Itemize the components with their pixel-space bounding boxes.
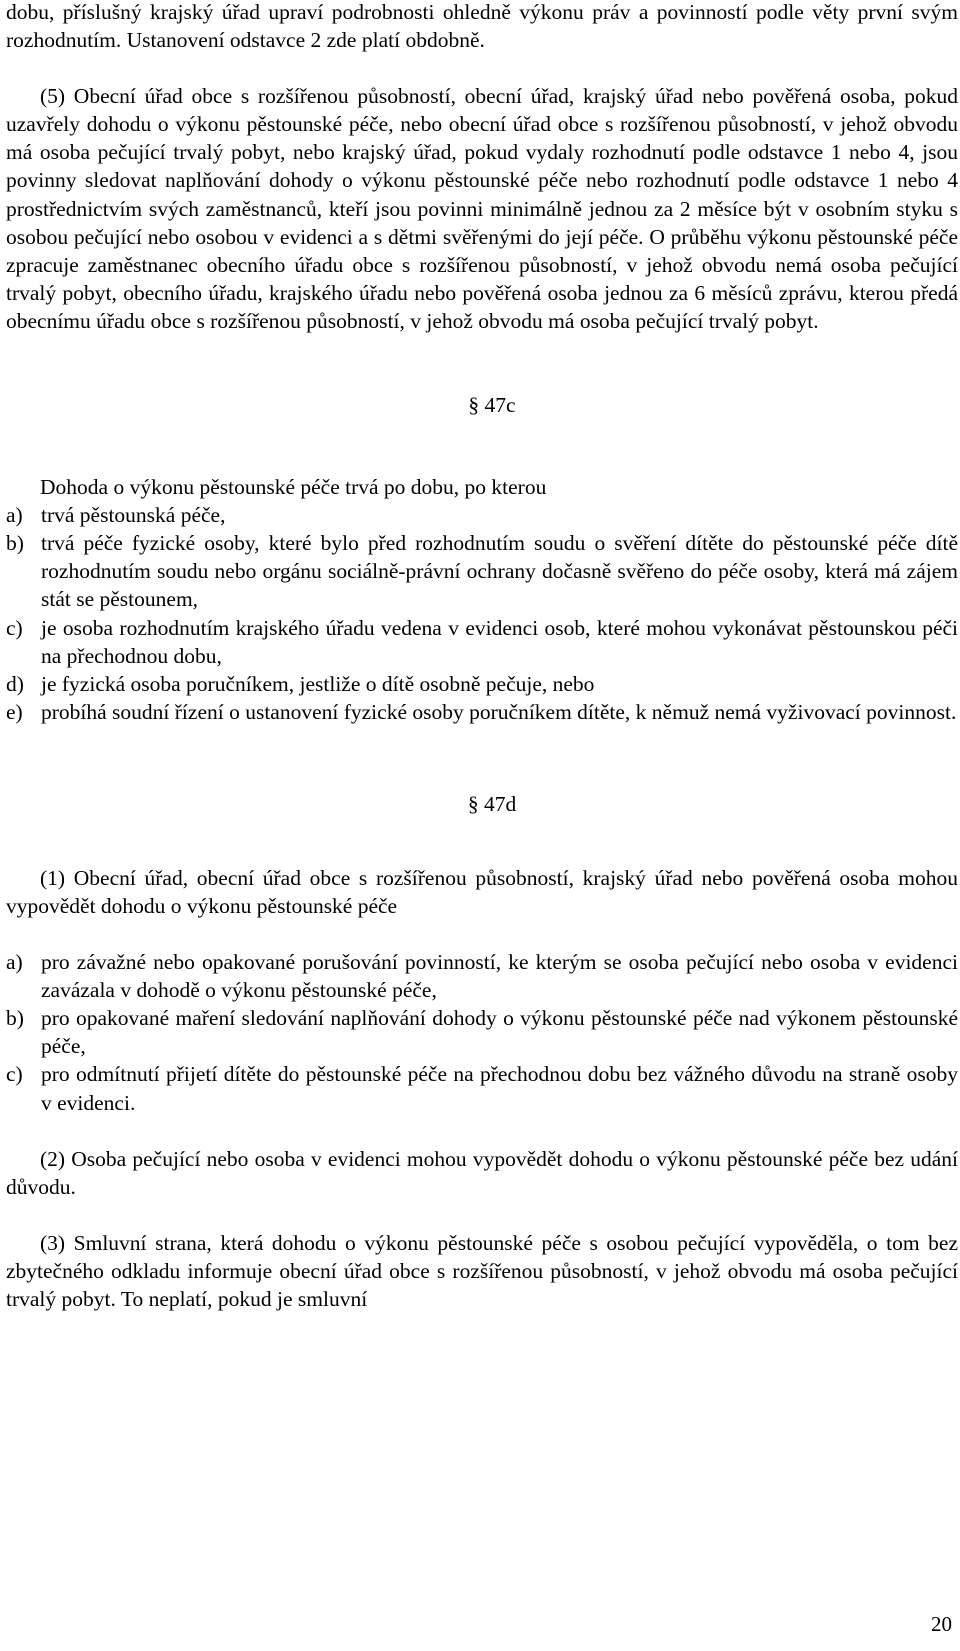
section-heading-47d: § 47d xyxy=(467,791,517,816)
section-47c-intro: Dohoda o výkonu pěstounské péče trvá po dobu, po kterou xyxy=(40,475,547,500)
list-item-text: je fyzická osoba poručníkem, jestliže o dítě osobně pečuje, nebo xyxy=(41,671,595,696)
list-item xyxy=(6,501,958,529)
list-item-marker: b) xyxy=(6,531,24,556)
list-item-marker: b) xyxy=(6,1006,24,1031)
prev-section-tail: dobu, příslušný krajský úřad upraví podrobnosti ohledně výkonu práv a povinností podle věty první svým rozhodnutím. Ustanovení odstavce 2 zde platí obdobně. xyxy=(6,0,958,53)
list-item-marker: e) xyxy=(6,699,23,724)
list-item xyxy=(6,670,958,698)
list-item xyxy=(6,948,958,1004)
section-heading-47c: § 47c xyxy=(468,393,516,418)
list-item-marker: a) xyxy=(6,950,23,975)
list-item-text: probíhá soudní řízení o ustanovení fyzické osoby poručníkem dítěte, k němuž nemá vyživovací povinnost. xyxy=(41,699,957,724)
list-item-text: trvá pěstounská péče, xyxy=(41,503,226,528)
list-item xyxy=(6,698,958,726)
section-47d-paragraph-1: (1) Obecní úřad, obecní úřad obce s rozšířenou působností, krajský úřad nebo pověřená osoba mohou vypovědět dohodu o výkonu pěstounské péče xyxy=(6,865,958,918)
list-item-text: je osoba rozhodnutím krajského úřadu vedena v evidenci osob, které mohou vykonávat pěstounskou péči na přechodnou dobu, xyxy=(41,615,958,668)
list-item-text: pro odmítnutí přijetí dítěte do pěstounské péče na přechodnou dobu bez vážného důvodu na straně osoby v evidenci. xyxy=(41,1062,958,1115)
list-item xyxy=(6,1060,958,1116)
section-47c-list xyxy=(6,501,958,726)
list-item-text: pro závažné nebo opakované porušování povinností, ke kterým se osoba pečující nebo osoba v evidenci zavázala v dohodě o výkonu pěstounské péče, xyxy=(41,950,958,1003)
list-item xyxy=(6,529,958,613)
list-item xyxy=(6,1004,958,1060)
page-number: 20 xyxy=(931,1612,952,1636)
document-page xyxy=(6,0,958,1313)
list-item xyxy=(6,614,958,670)
list-item-text: trvá péče fyzické osoby, které bylo před rozhodnutím soudu o svěření dítěte do pěstounské péče dítě rozhodnutím soudu nebo orgánu sociálně-právní ochrany dočasně svěřeno do péče osoby, která má zájem stát se pěstounem, xyxy=(41,531,958,612)
list-item-marker: c) xyxy=(6,615,23,640)
paragraph-5: (5) Obecní úřad obce s rozšířenou působností, obecní úřad, krajský úřad nebo pověřená osoba, pokud uzavřely dohodu o výkonu pěstounské péče, nebo obecní úřad obce s rozšířenou působností, v jehož obvodu má osoba pečující trvalý pobyt, nebo krajský úřad, pokud vydaly rozhodnutí podle odstavce 1 nebo 4, jsou povinny sledovat naplňování dohody o výkonu pěstounské péče nebo rozhodnutí podle odstavce 1 nebo 4 prostřednictvím svých zaměstnanců, kteří jsou povinni minimálně jednou za 2 měsíce být v osobním styku s osobou pečující nebo osobou v evidenci a s dětmi svěřenými do její péče. O průběhu výkonu pěstounské péče zpracuje zaměstnanec obecního úřadu obce s rozšířenou působností, v jehož obvodu nemá osoba pečující trvalý pobyt, obecního úřadu, krajského úřadu nebo pověřená osoba jednou za 6 měsíců zprávu, kterou předá obecnímu úřadu obce s rozšířenou působností, v jehož obvodu má osoba pečující trvalý pobyt. xyxy=(6,84,958,333)
section-47d-paragraph-2: (2) Osoba pečující nebo osoba v evidenci mohou vypovědět dohodu o výkonu pěstounské péče bez udání důvodu. xyxy=(6,1146,958,1199)
section-47d-list xyxy=(6,948,958,1117)
list-item-text: pro opakované maření sledování naplňování dohody o výkonu pěstounské péče nad výkonem pěstounské péče, xyxy=(41,1006,958,1059)
list-item-marker: d) xyxy=(6,671,24,696)
section-47d-paragraph-3: (3) Smluvní strana, která dohodu o výkonu pěstounské péče s osobou pečující vypověděla, o tom bez zbytečného odkladu informuje obecní úřad obce s rozšířenou působností, v jehož obvodu má osoba pečující trvalý pobyt. To neplatí, pokud je smluvní xyxy=(6,1230,958,1311)
list-item-marker: c) xyxy=(6,1062,23,1087)
list-item-marker: a) xyxy=(6,503,23,528)
